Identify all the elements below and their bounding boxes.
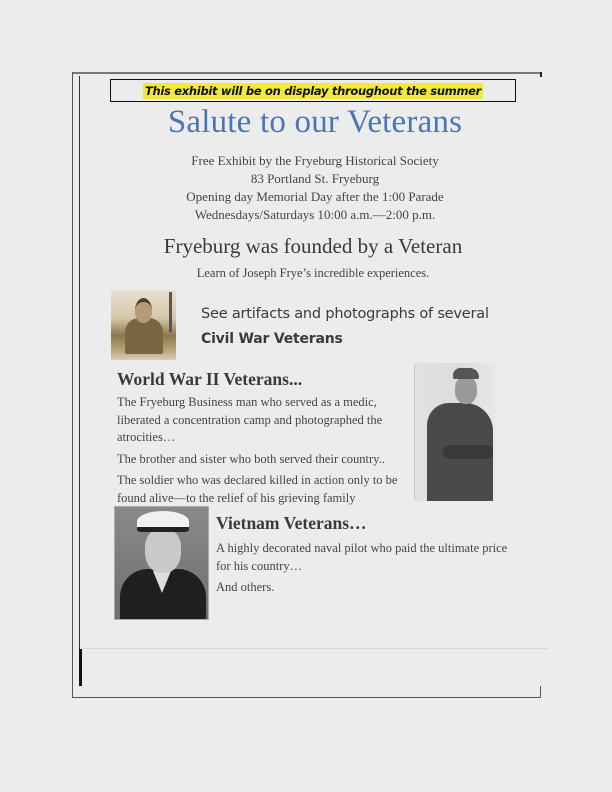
figure-head — [455, 376, 477, 404]
info-organizer: Free Exhibit by the Fryeburg Historical Society — [191, 153, 439, 168]
info-hours: Wednesdays/Saturdays 10:00 a.m.—2:00 p.m. — [194, 207, 436, 222]
photo-frame-edge — [169, 292, 172, 332]
outer-frame-top-tick — [540, 72, 542, 77]
outer-frame-bottom — [72, 697, 541, 698]
info-opening-day: Opening day Memorial Day after the 1:00 Parade — [186, 189, 444, 204]
naval-pilot-photo — [114, 506, 209, 620]
summer-banner — [110, 79, 516, 102]
ww2-soldier-photo — [414, 363, 498, 501]
outer-frame-top — [72, 72, 541, 74]
banner-text: This exhibit will be on display throughout the summer — [144, 83, 482, 98]
figure-head — [145, 529, 181, 573]
ww2-paragraph-siblings: The brother and sister who both served their country.. — [117, 451, 385, 466]
founded-subtext: Learn of Joseph Frye’s incredible experiences. — [196, 266, 430, 280]
info-address: 83 Portland St. Fryeburg — [250, 171, 380, 186]
ww2-paragraph-medic: The Fryeburg Business man who served as a medic, liberated a concentration camp and photographed the atrocities… — [117, 395, 383, 444]
figure-cap — [453, 368, 479, 379]
figure-body — [125, 318, 163, 354]
exhibit-info — [0, 152, 612, 224]
civil-war-veteran-photo — [111, 290, 176, 360]
founded-heading: Fryeburg was founded by a Veteran — [163, 234, 463, 258]
inner-bottom-line — [82, 648, 548, 649]
page-title: Salute to our Veterans — [167, 104, 463, 140]
civil-war-section — [201, 302, 489, 352]
civil-war-line2: Civil War Veterans — [201, 331, 343, 347]
figure-cap — [137, 511, 189, 532]
vietnam-paragraph-others: And others. — [216, 580, 275, 594]
civil-war-line1: See artifacts and photographs of several — [201, 306, 489, 322]
vietnam-paragraph-pilot: A highly decorated naval pilot who paid the ultimate price for his country… — [216, 541, 508, 573]
ww2-heading: World War II Veterans... — [117, 369, 303, 389]
figure-head — [135, 298, 152, 323]
figure-arms — [443, 445, 493, 459]
vietnam-body — [216, 540, 516, 601]
ww2-body — [117, 394, 417, 511]
outer-frame-right — [540, 686, 541, 698]
inner-left-thick-line — [79, 649, 82, 686]
ww2-paragraph-soldier: The soldier who was declared killed in action only to be found alive—to the relief of his grieving family — [117, 473, 398, 505]
vietnam-heading: Vietnam Veterans… — [216, 513, 367, 533]
